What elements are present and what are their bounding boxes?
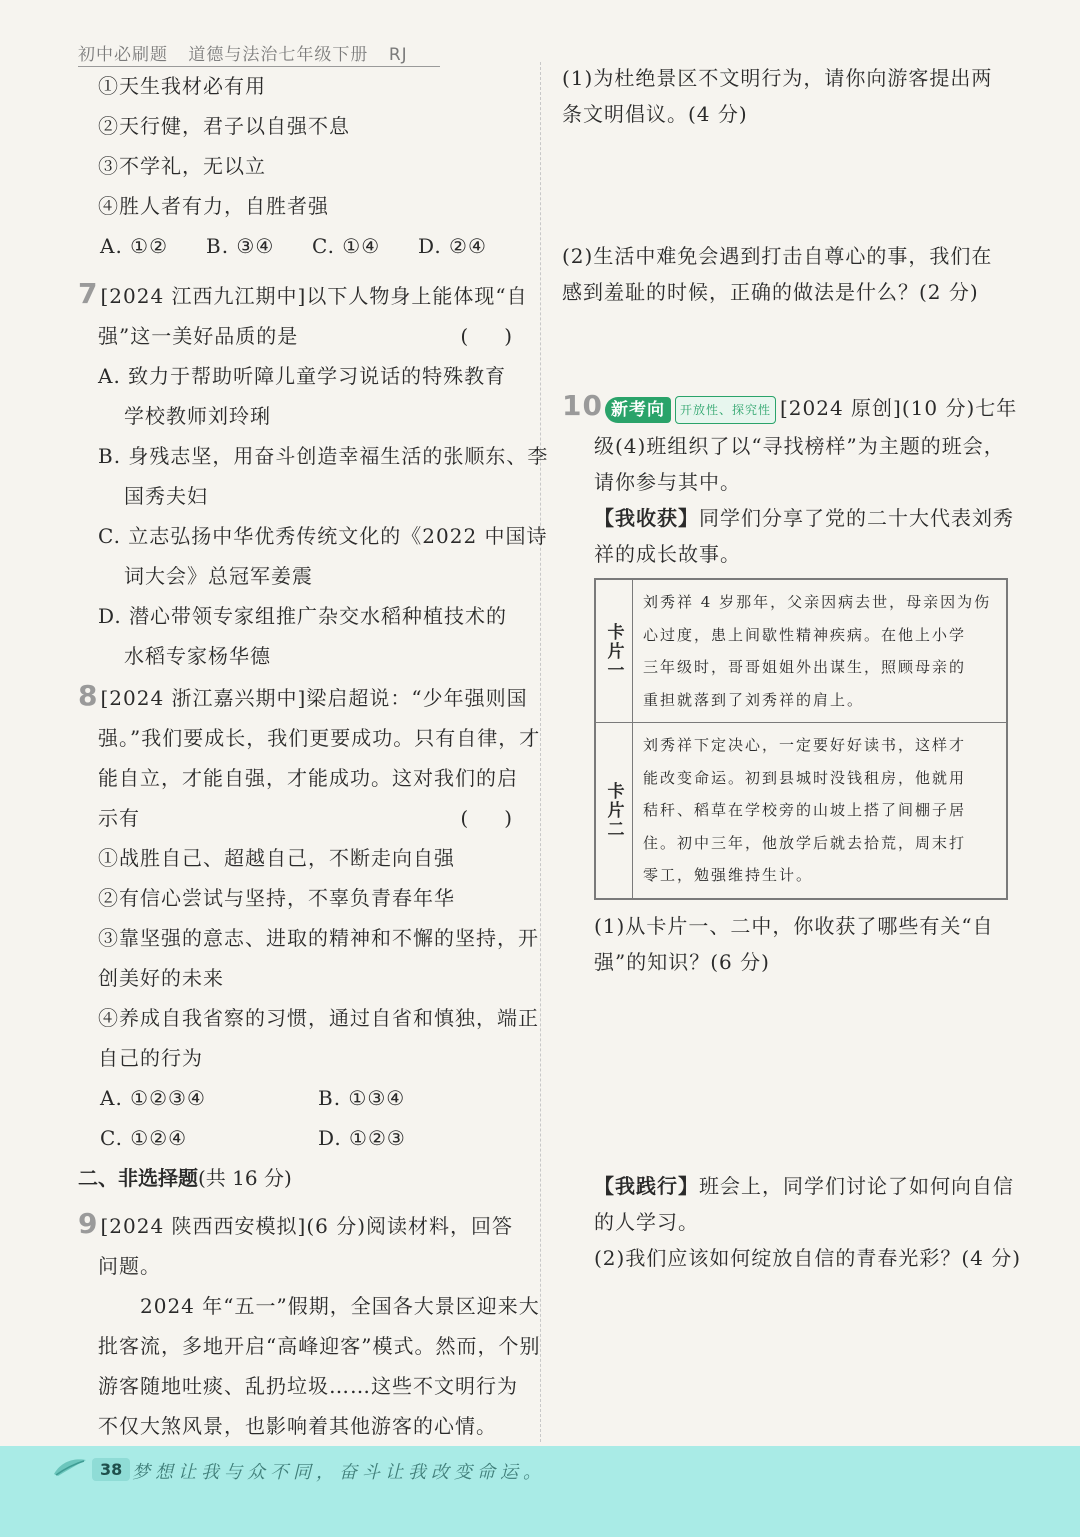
q9-sub1-answer-space — [562, 132, 1012, 238]
card-one-line-3: 三年级时，哥哥姐姐外出谋生，照顾母亲的 — [643, 658, 967, 676]
leaf-icon — [52, 1456, 88, 1478]
q8-option-c: C. ①②④ — [100, 1126, 188, 1150]
header-series: 初中必刷题 — [78, 45, 168, 65]
q7-option-c-2: 词大会》总冠军姜震 — [124, 564, 313, 588]
q7-stem-2: 强”这一美好品质的是 — [98, 324, 299, 348]
q7-option-c-1: C. 立志弘扬中华优秀传统文化的《2022 中国诗 — [98, 524, 548, 548]
practice-text-2: 的人学习。 — [594, 1209, 699, 1234]
card-two-row — [596, 722, 1006, 898]
card-two-text — [633, 723, 1006, 898]
q6-option-d: D. ②④ — [418, 234, 487, 258]
right-column — [562, 60, 1022, 1276]
q7-option-d-2: 水稻专家杨华德 — [124, 644, 271, 668]
q9-sub2-answer-space — [562, 310, 1012, 386]
card-two-line-1: 刘秀祥下定决心，一定要好好读书，这样才 — [643, 736, 967, 754]
harvest-text-1: 同学们分享了党的二十大代表刘秀 — [699, 506, 1014, 530]
footer-motto: 梦想让我与众不同，奋斗让我改变命运。 — [132, 1462, 546, 1483]
q7-stem-line-1 — [78, 274, 538, 316]
q8-stem-3: 能自立，才能自强，才能成功。这对我们的启 — [98, 766, 518, 790]
q8-stem-2: 强。”我们要成长，我们更要成功。只有自律，才 — [98, 726, 541, 750]
card-two-line-5: 零工，勉强维持生计。 — [643, 866, 814, 884]
q8-item-1: ①战胜自己、超越自己，不断走向自强 — [98, 846, 455, 870]
q8-option-a: A. ①②③④ — [100, 1086, 206, 1110]
page-footer — [0, 1446, 1080, 1537]
section-title: 二、非选择题 — [78, 1166, 198, 1190]
q8-item-2: ②有信心尝试与坚持，不辜负青春年华 — [98, 886, 455, 910]
q9-material-2: 批客流，多地开启“高峰迎客”模式。然而，个别 — [98, 1334, 541, 1358]
card-one-text — [633, 580, 1006, 722]
practice-label: 【我践行】 — [594, 1173, 699, 1198]
header-subject: 道德与法治七年级下册 — [188, 45, 369, 65]
card-one-line-4: 重担就落到了刘秀祥的肩上。 — [643, 690, 865, 709]
q10-sub2: (2)我们应该如何绽放自信的青春光彩？(4 分) — [594, 1245, 1022, 1270]
q8-item-3-2: 创美好的未来 — [98, 966, 224, 990]
q9-sub2-line-2: 感到羞耻的时候，正确的做法是什么？(2 分) — [562, 280, 979, 304]
q8-answer-paren: ( ) — [460, 806, 520, 830]
q7-option-d-1: D. 潜心带领专家组推广杂交水稻种植技术的 — [98, 604, 508, 628]
new-trend-badge: 新考向 — [605, 397, 671, 423]
q10-stem-line-1 — [562, 386, 1018, 428]
harvest-label: 【我收获】 — [594, 506, 699, 530]
q9-stem-2: 问题。 — [98, 1254, 161, 1278]
harvest-text-2: 祥的成长故事。 — [594, 542, 741, 566]
q10-harvest-line-1 — [562, 500, 1012, 536]
page-header — [78, 40, 422, 65]
q6-item-1: ①天生我材必有用 — [98, 74, 266, 98]
left-column — [78, 66, 549, 1446]
q10-stem-first: [2024 原创](10 分)七年 — [779, 396, 1018, 420]
q9-stem-1: [2024 陕西西安模拟](6 分)阅读材料，回答 — [100, 1214, 514, 1238]
page-number: 38 — [92, 1458, 130, 1481]
q10-number: 10 — [562, 389, 603, 422]
q8-stem-line-1 — [78, 676, 538, 718]
q6-item-2: ②天行健，君子以自强不息 — [98, 114, 350, 138]
q8-number: 8 — [78, 679, 99, 712]
q10-sub1-answer-space — [562, 980, 1012, 1168]
q10-sub1-line-2: 强”的知识？(6 分) — [594, 949, 770, 974]
q10-stem-3: 请你参与其中。 — [594, 470, 741, 494]
q8-option-b: B. ①③④ — [318, 1086, 406, 1110]
card-one-row — [596, 580, 1006, 722]
q7-number: 7 — [78, 277, 99, 310]
q7-option-a-1: A. 致力于帮助听障儿童学习说话的特殊教育 — [98, 364, 507, 388]
q10-stem-2: 级(4)班组织了以“寻找榜样”为主题的班会， — [594, 434, 1005, 458]
card-two-line-4: 住。初中三年，他放学后就去拾荒，周末打 — [643, 833, 967, 852]
q6-item-4: ④胜人者有力，自胜者强 — [98, 194, 329, 218]
q10-practice-line-1 — [562, 1168, 1012, 1204]
q8-stem-line-4 — [78, 798, 538, 838]
q8-item-3-1: ③靠坚强的意志、进取的精神和不懈的坚持，开 — [98, 926, 539, 950]
q9-sub1-line-2: 条文明倡议。(4 分) — [562, 102, 748, 126]
q7-stem-1: [2024 江西九江期中]以下人物身上能体现“自 — [100, 284, 528, 308]
card-two-line-3: 秸秆、稻草在学校旁的山坡上搭了间棚子居 — [643, 801, 967, 819]
q6-option-b: B. ③④ — [206, 234, 275, 258]
q9-material-3: 游客随地吐痰、乱扔垃圾……这些不文明行为 — [98, 1374, 518, 1398]
card-two-label: 卡片二 — [596, 723, 633, 898]
q9-material-4: 不仅大煞风景，也影响着其他游客的心情。 — [98, 1414, 497, 1438]
q8-options-row-2 — [78, 1118, 538, 1158]
q8-option-d: D. ①②③ — [318, 1126, 406, 1150]
q7-option-a-2: 学校教师刘玲琍 — [124, 404, 271, 428]
q8-stem-4: 示有 — [98, 806, 140, 830]
card-one-label: 卡片一 — [596, 580, 633, 722]
q6-options — [78, 226, 538, 266]
q9-material-1: 2024 年“五一”假期，全国各大景区迎来大 — [140, 1294, 540, 1318]
q9-sub1-line-1: (1)为杜绝景区不文明行为，请你向游客提出两 — [562, 66, 993, 90]
q7-stem-line-2 — [78, 316, 538, 356]
section-score: (共 16 分) — [198, 1166, 292, 1190]
q10-sub1-line-1: (1)从卡片一、二中，你收获了哪些有关“自 — [594, 913, 994, 938]
open-inquiry-badge: 开放性、探究性 — [675, 396, 776, 424]
header-edition: RJ — [388, 45, 408, 65]
story-cards-table — [594, 578, 1008, 900]
q8-stem-1: [2024 浙江嘉兴期中]梁启超说：“少年强则国 — [100, 686, 528, 710]
q8-item-4-1: ④养成自我省察的习惯，通过自省和慎独，端正 — [98, 1006, 539, 1030]
q9-sub2-line-1: (2)生活中难免会遇到打击自尊心的事，我们在 — [562, 244, 993, 268]
q9-stem-line-1 — [78, 1204, 538, 1246]
card-one-line-2: 心过度，患上间歇性精神疾病。在他上小学 — [643, 625, 967, 644]
practice-text-1: 班会上，同学们讨论了如何向自信 — [699, 1173, 1014, 1198]
card-two-line-2: 能改变命运。初到县城时没钱租房，他就用 — [643, 768, 967, 787]
q7-option-b-2: 国秀夫妇 — [124, 484, 208, 508]
q9-number: 9 — [78, 1207, 99, 1240]
section-heading — [78, 1158, 538, 1198]
q6-option-a: A. ①② — [100, 234, 169, 258]
card-one-line-1: 刘秀祥 4 岁那年，父亲因病去世，母亲因为伤 — [643, 593, 992, 611]
q8-item-4-2: 自己的行为 — [98, 1046, 203, 1070]
q7-option-b-1: B. 身残志坚，用奋斗创造幸福生活的张顺东、李 — [98, 444, 549, 468]
q6-option-c: C. ①④ — [312, 234, 381, 258]
q6-item-3: ③不学礼，无以立 — [98, 154, 266, 178]
q8-options-row-1 — [78, 1078, 538, 1118]
q7-answer-paren: ( ) — [460, 324, 520, 348]
